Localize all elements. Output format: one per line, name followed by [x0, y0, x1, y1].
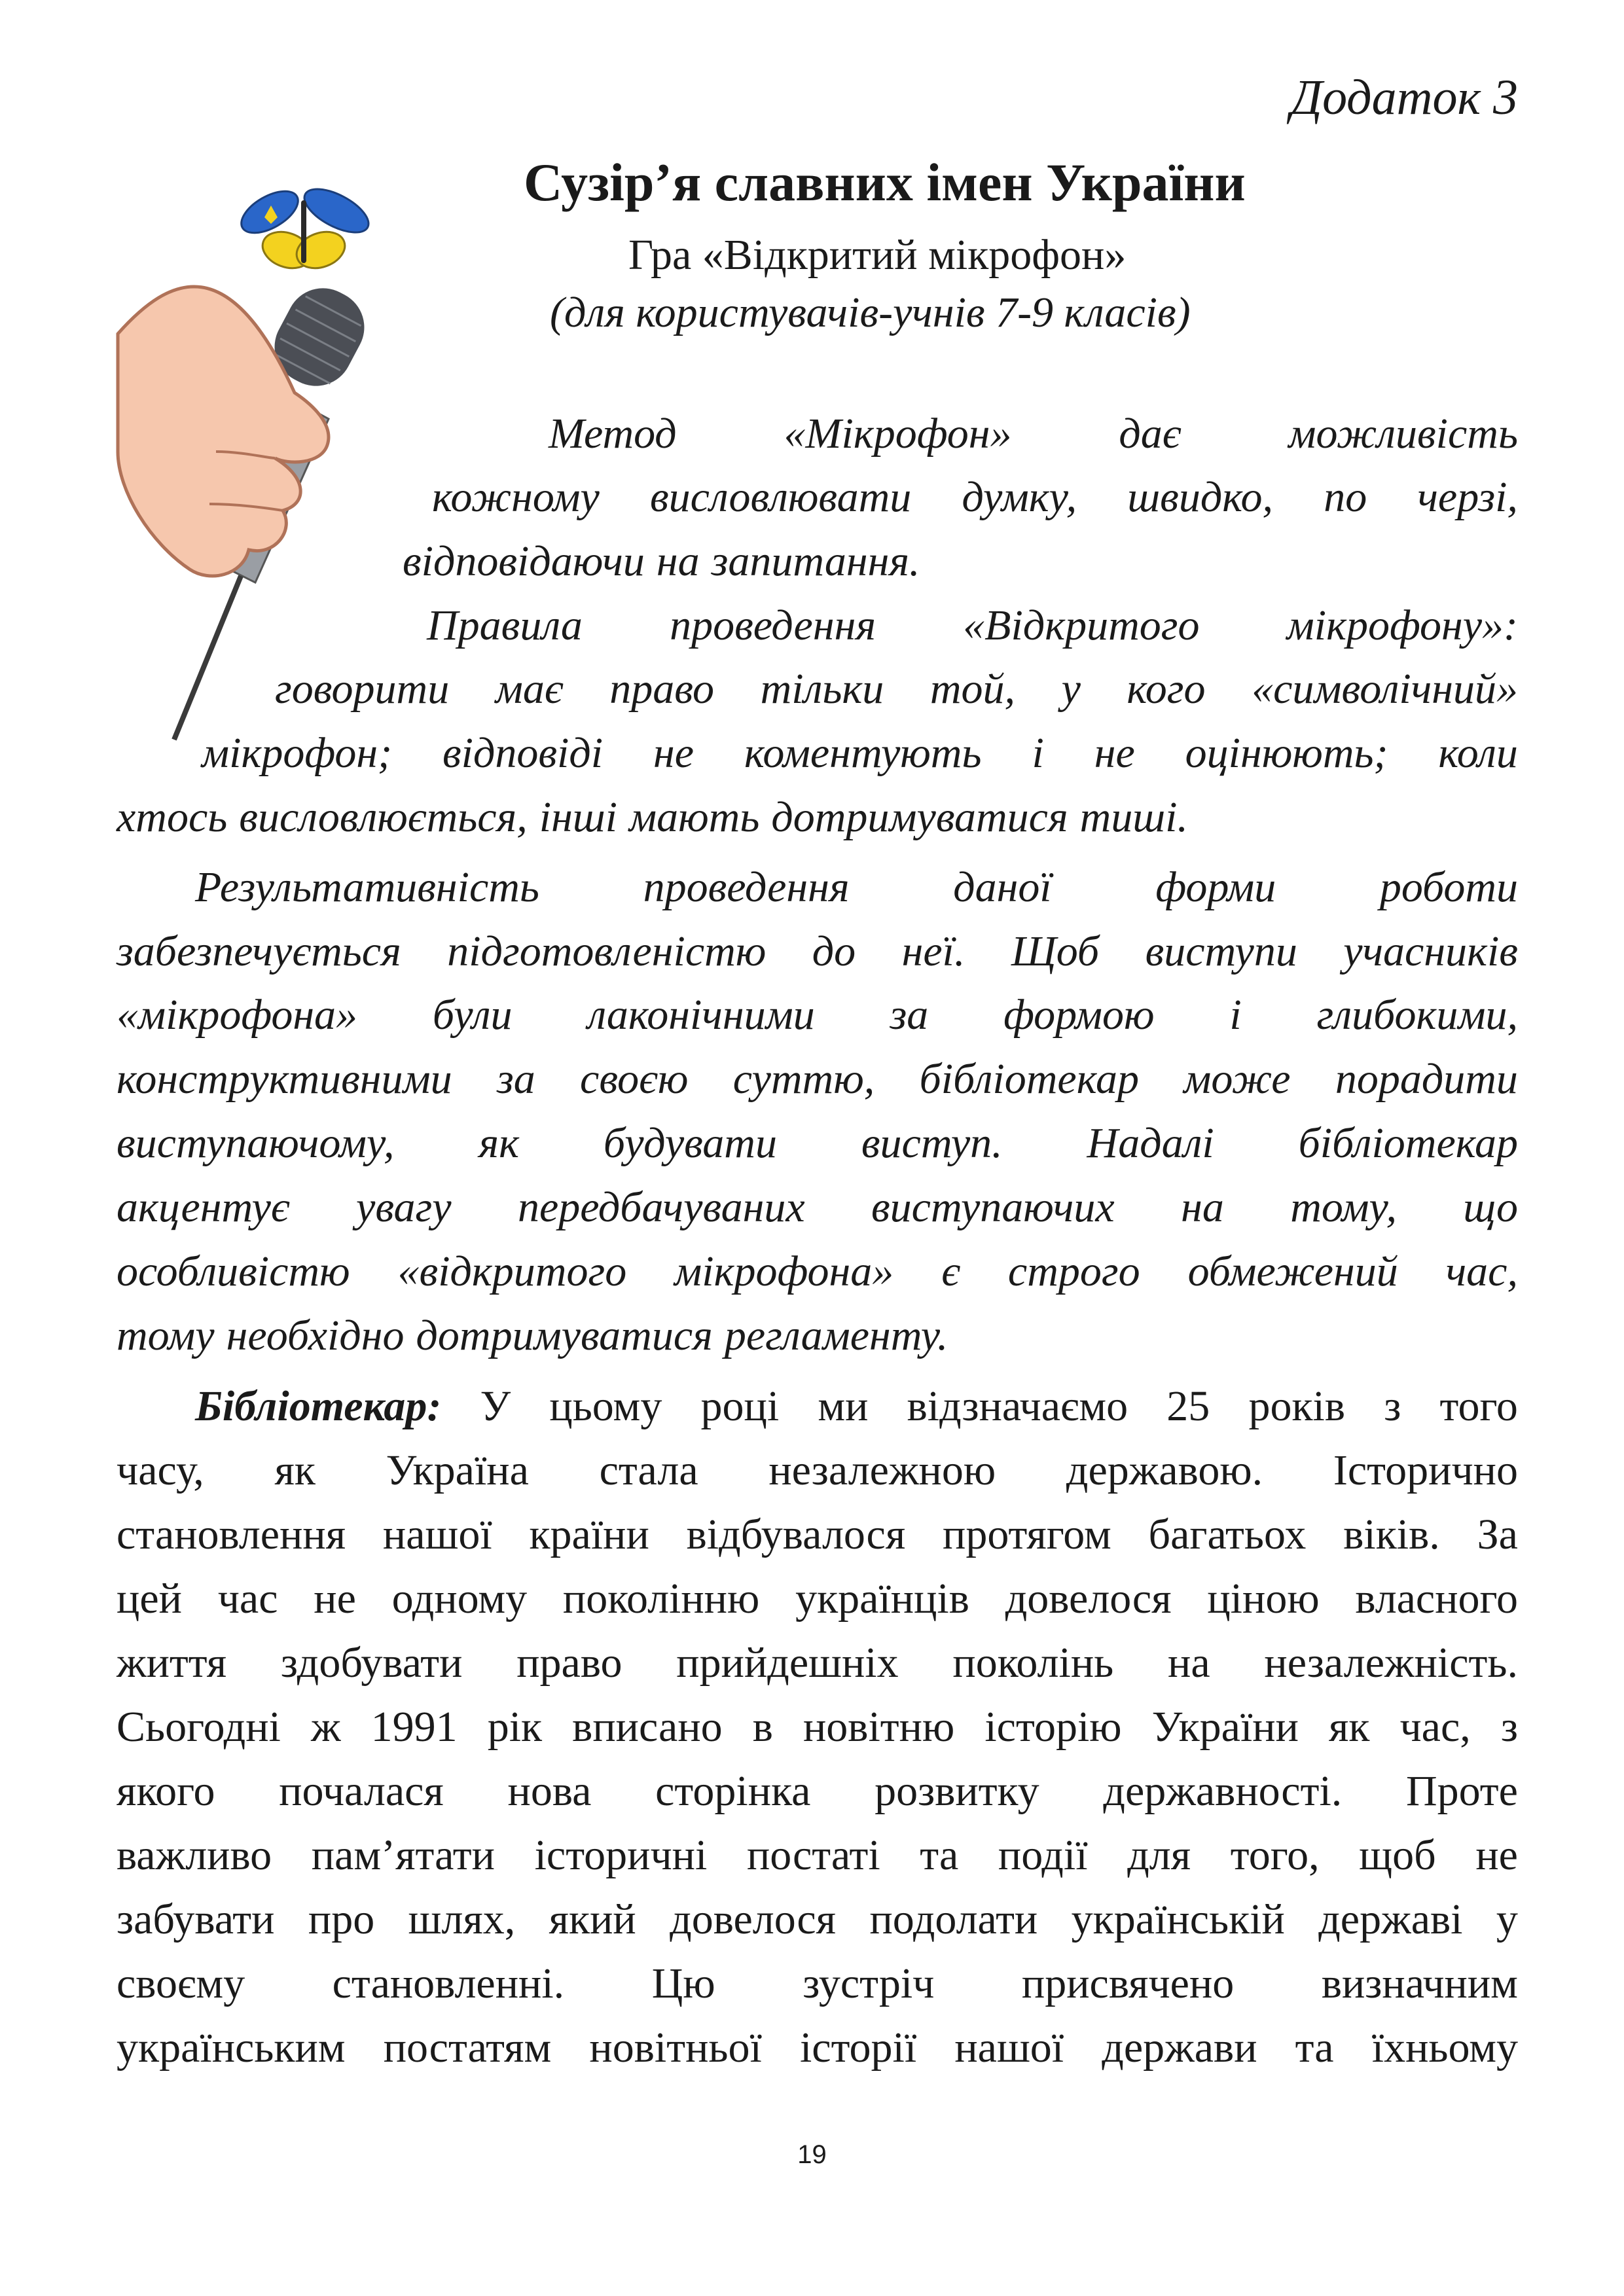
text-line: забувати про шлях, який довелося подолати українській державі у	[117, 1895, 1518, 1943]
text-line: своєму становленні. Цю зустріч присвячено визначним	[117, 1960, 1518, 2007]
text-line: українським постатям новітньої історії нашої держави та їхньому	[117, 2024, 1518, 2072]
page-number: 19	[797, 2140, 827, 2169]
text-line: конструктивними за своєю суттю, бібліотекар може порадити	[117, 1055, 1518, 1103]
text-line: говорити має право тільки той, у кого «символічний»	[275, 665, 1518, 713]
page-title: Сузір’я славних імен України	[524, 152, 1246, 212]
text-line: тому необхідно дотримуватися регламенту.	[117, 1312, 948, 1359]
text-line: становлення нашої країни відбувалося протягом багатьох віків. За	[117, 1511, 1518, 1558]
text-line: виступаючому, як будувати виступ. Надалі бібліотекар	[117, 1119, 1518, 1167]
audience-note: (для користувачів-учнів 7-9 класів)	[550, 289, 1191, 336]
text-line: «мікрофона» були лаконічними за формою і глибокими,	[117, 991, 1518, 1039]
game-subtitle: Гра «Відкритий мікрофон»	[628, 231, 1127, 279]
speaker-label: Бібліотекар:	[195, 1382, 442, 1430]
text-line: Результативність проведення даної форми роботи	[195, 863, 1518, 911]
text-line: забезпечується підготовленістю до неї. Щоб виступи учасників	[117, 927, 1518, 975]
text-line: важливо пам’ятати історичні постаті та події для того, щоб не	[117, 1831, 1518, 1879]
text-line: Сьогодні ж 1991 рік вписано в новітню історію України як час, з	[117, 1703, 1518, 1751]
text-line: акцентує увагу передбачуваних виступаючих на тому, що	[117, 1183, 1518, 1231]
text-line: життя здобувати право прийдешніх поколінь на незалежність.	[117, 1639, 1518, 1687]
text-line: Правила проведення «Відкритого мікрофону»:	[427, 601, 1518, 649]
text-line: якого почалася нова сторінка розвитку державності. Проте	[117, 1767, 1518, 1815]
text-line: відповідаючи на запитання.	[403, 537, 920, 585]
text-line: Метод «Мікрофон» дає можливість	[549, 410, 1518, 457]
text-line: хтось висловлюється, інші мають дотримуватися тиші.	[117, 793, 1188, 841]
text-line: Бібліотекар: У цьому році ми відзначаємо 25 років з того	[195, 1382, 1518, 1430]
appendix-label: Додаток 3	[1290, 70, 1518, 125]
butterfly-icon	[234, 180, 375, 274]
text-line: особливістю «відкритого мікрофона» є строго обмежений час,	[117, 1247, 1518, 1295]
text-line: цей час не одному поколінню українців довелося ціною власного	[117, 1575, 1518, 1623]
text-line: кожному висловлювати думку, швидко, по черзі,	[432, 473, 1518, 521]
text-line: мікрофон; відповіді не коментують і не оцінюють; коли	[202, 729, 1518, 777]
text-line: часу, як Україна стала незалежною державою. Історично	[117, 1446, 1518, 1494]
